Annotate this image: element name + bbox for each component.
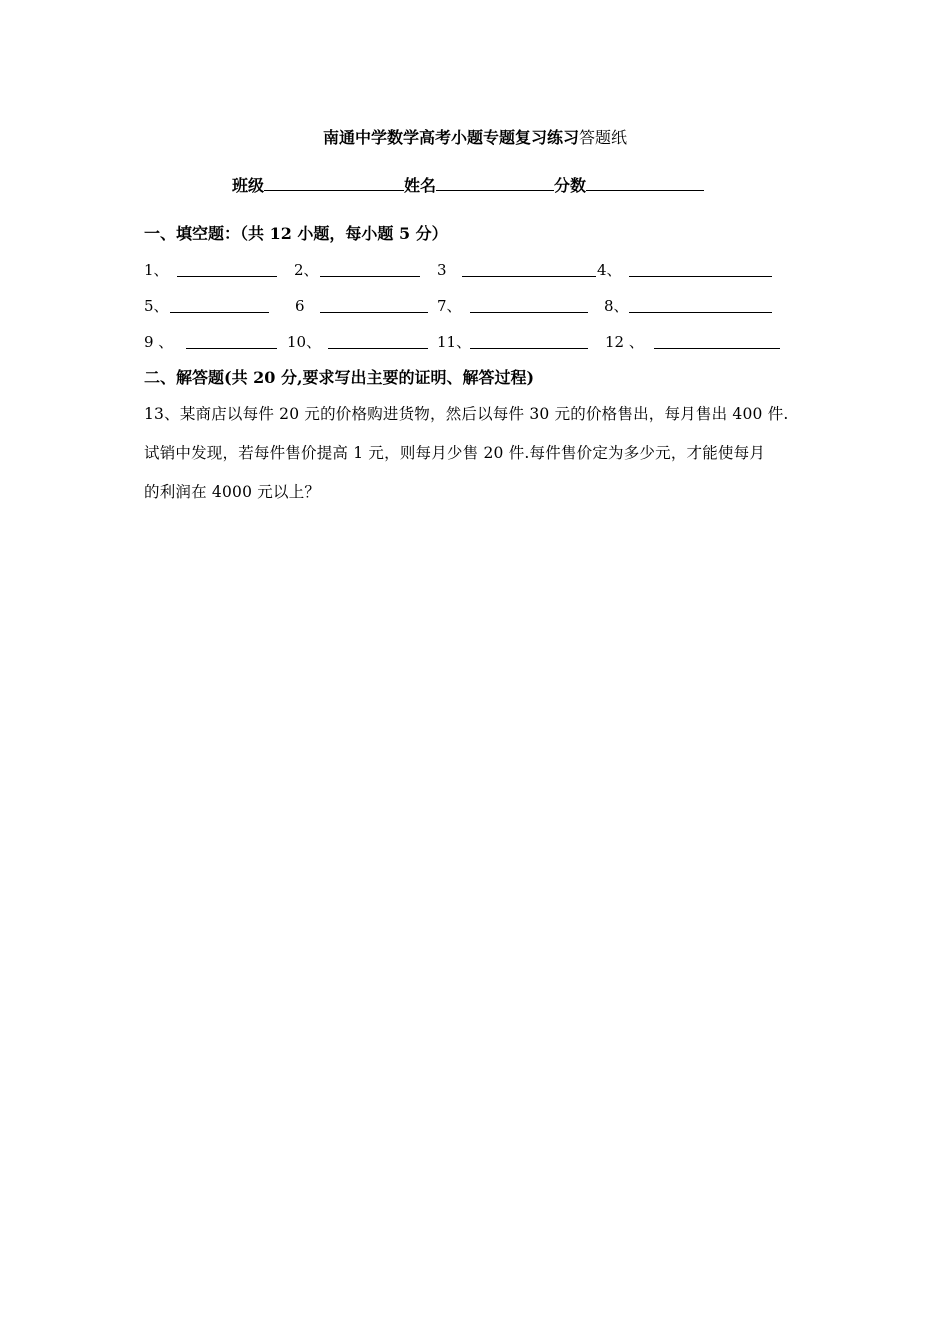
question-number-6: 6 xyxy=(295,297,305,315)
title-bold: 南通中学数学高考小题专题复习练习 xyxy=(322,128,579,147)
question-number-12: 12 、 xyxy=(605,333,644,351)
page-title xyxy=(0,128,950,148)
question-number-9: 9 、 xyxy=(144,333,174,351)
class-label: 班级 xyxy=(232,176,265,195)
name-blank[interactable] xyxy=(436,174,554,191)
answer-blank-7[interactable] xyxy=(470,311,588,313)
name-label: 姓名 xyxy=(404,176,437,195)
answer-blank-4[interactable] xyxy=(629,275,772,277)
question-number-1: 1、 xyxy=(144,261,169,279)
answer-blank-1[interactable] xyxy=(177,275,277,277)
class-blank[interactable] xyxy=(264,174,404,191)
fill-row-3 xyxy=(0,331,950,353)
question-number-7: 7、 xyxy=(437,297,462,315)
student-info-line xyxy=(232,174,732,197)
problem-13-line-2: 试销中发现，若每件售价提高 1 元，则每月少售 20 件.每件售价定为多少元，才能使每月 xyxy=(144,444,766,462)
answer-blank-9[interactable] xyxy=(186,347,277,349)
title-suffix: 答题纸 xyxy=(579,128,628,147)
answer-blank-3[interactable] xyxy=(462,275,596,277)
question-number-5: 5、 xyxy=(144,297,169,315)
answer-blank-10[interactable] xyxy=(328,347,428,349)
score-label: 分数 xyxy=(554,176,587,195)
section-fill-in-heading: 一、填空题：（共 12 小题，每小题 5 分） xyxy=(144,224,448,243)
answer-blank-11[interactable] xyxy=(470,347,588,349)
problem-13 xyxy=(144,395,814,512)
question-number-2: 2、 xyxy=(294,261,319,279)
question-number-4: 4、 xyxy=(597,261,622,279)
answer-blank-5[interactable] xyxy=(170,311,269,313)
answer-blank-12[interactable] xyxy=(654,347,780,349)
question-number-11: 11、 xyxy=(437,333,472,351)
fill-row-2 xyxy=(0,295,950,317)
question-number-3: 3 xyxy=(437,261,447,279)
section-solution-heading: 二、解答题(共 20 分,要求写出主要的证明、解答过程) xyxy=(144,368,535,387)
answer-blank-8[interactable] xyxy=(629,311,772,313)
score-blank[interactable] xyxy=(586,174,704,191)
fill-row-1 xyxy=(0,259,950,281)
problem-13-line-1: 13、某商店以每件 20 元的价格购进货物，然后以每件 30 元的价格售出，每月售出 400 件. xyxy=(144,405,789,423)
answer-blank-2[interactable] xyxy=(320,275,420,277)
question-number-8: 8、 xyxy=(604,297,629,315)
answer-blank-6[interactable] xyxy=(320,311,428,313)
question-number-10: 10、 xyxy=(287,333,322,351)
problem-13-line-3: 的利润在 4000 元以上？ xyxy=(144,483,321,501)
